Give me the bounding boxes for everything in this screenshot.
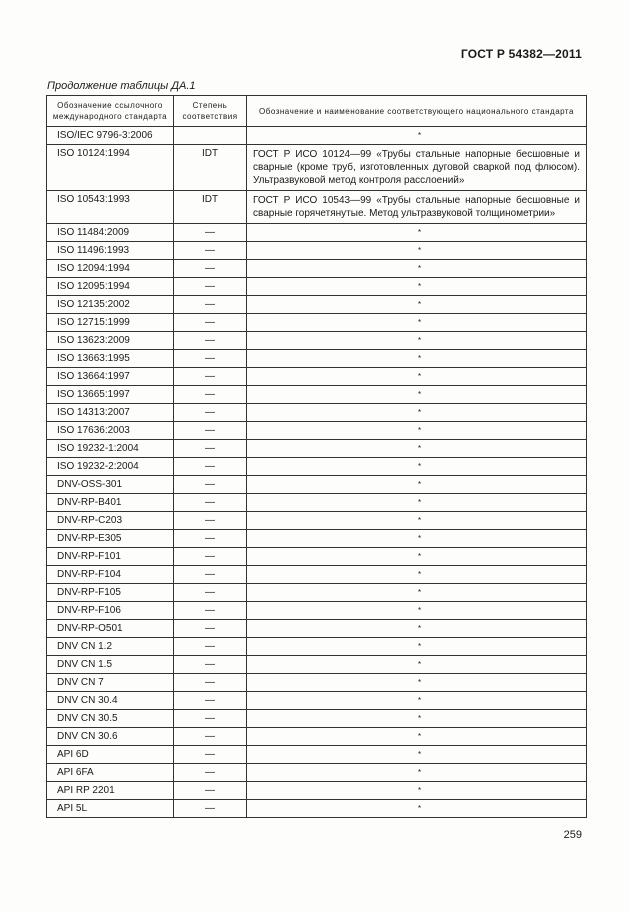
table-row xyxy=(47,530,587,548)
table-row xyxy=(47,440,587,458)
cell-national-standard xyxy=(247,638,587,656)
cell-national-standard xyxy=(247,692,587,710)
table-row xyxy=(47,191,587,224)
cell-international-standard: DNV-RP-C203 xyxy=(47,512,174,530)
cell-national-standard xyxy=(247,224,587,242)
table-row xyxy=(47,548,587,566)
footnote-asterisk: * xyxy=(417,299,422,309)
table-row xyxy=(47,404,587,422)
cell-international-standard: DNV CN 1.5 xyxy=(47,656,174,674)
footnote-asterisk: * xyxy=(417,263,422,273)
footnote-asterisk: * xyxy=(417,443,422,453)
cell-international-standard: DNV-RP-F106 xyxy=(47,602,174,620)
header-international-standard: Обозначение ссылочного международного стандарта xyxy=(47,96,174,127)
cell-national-standard xyxy=(247,296,587,314)
table-row xyxy=(47,782,587,800)
cell-degree: — xyxy=(174,260,247,278)
footnote-asterisk: * xyxy=(417,371,422,381)
cell-degree: — xyxy=(174,242,247,260)
cell-national-standard: ГОСТ Р ИСО 10124—99 «Трубы стальные напорные бесшовные и сварные (кроме труб, изготовленных дуговой сваркой под флюсом). Ультразвуковой метод контроля расслоений» xyxy=(247,145,587,191)
cell-degree: — xyxy=(174,530,247,548)
footnote-asterisk: * xyxy=(417,335,422,345)
cell-international-standard: ISO 11484:2009 xyxy=(47,224,174,242)
footnote-asterisk: * xyxy=(417,641,422,651)
footnote-asterisk: * xyxy=(417,713,422,723)
cell-national-standard xyxy=(247,512,587,530)
cell-national-standard xyxy=(247,746,587,764)
cell-national-standard xyxy=(247,440,587,458)
cell-degree: — xyxy=(174,584,247,602)
cell-international-standard: ISO 13664:1997 xyxy=(47,368,174,386)
table-row xyxy=(47,145,587,191)
table-row xyxy=(47,422,587,440)
footnote-asterisk: * xyxy=(417,245,422,255)
cell-international-standard: DNV CN 30.5 xyxy=(47,710,174,728)
cell-degree: — xyxy=(174,332,247,350)
footnote-asterisk: * xyxy=(417,425,422,435)
cell-degree: — xyxy=(174,746,247,764)
cell-national-standard xyxy=(247,530,587,548)
cell-degree: — xyxy=(174,728,247,746)
cell-degree: — xyxy=(174,368,247,386)
cell-degree: IDT xyxy=(174,145,247,191)
cell-national-standard xyxy=(247,782,587,800)
cell-degree: — xyxy=(174,314,247,332)
cell-international-standard: ISO 12094:1994 xyxy=(47,260,174,278)
table-row xyxy=(47,800,587,818)
table-row xyxy=(47,746,587,764)
footnote-asterisk: * xyxy=(417,767,422,777)
footnote-asterisk: * xyxy=(417,461,422,471)
cell-national-standard xyxy=(247,710,587,728)
cell-international-standard: API 5L xyxy=(47,800,174,818)
table-header-row xyxy=(47,96,587,127)
cell-degree: — xyxy=(174,386,247,404)
cell-national-standard: ГОСТ Р ИСО 10543—99 «Трубы стальные напорные бесшовные и сварные горячетянутые. Метод ультразвуковой толщинометрии» xyxy=(247,191,587,224)
cell-international-standard: ISO 10543:1993 xyxy=(47,191,174,224)
cell-degree: — xyxy=(174,296,247,314)
cell-international-standard: ISO 14313:2007 xyxy=(47,404,174,422)
table-row xyxy=(47,602,587,620)
cell-national-standard xyxy=(247,656,587,674)
cell-degree: — xyxy=(174,782,247,800)
table-row xyxy=(47,656,587,674)
cell-national-standard xyxy=(247,458,587,476)
cell-national-standard xyxy=(247,386,587,404)
cell-degree: — xyxy=(174,602,247,620)
cell-degree: — xyxy=(174,404,247,422)
cell-national-standard xyxy=(247,494,587,512)
footnote-asterisk: * xyxy=(417,677,422,687)
cell-degree: — xyxy=(174,566,247,584)
table-row xyxy=(47,638,587,656)
cell-degree: — xyxy=(174,422,247,440)
cell-international-standard: ISO/IEC 9796-3:2006 xyxy=(47,127,174,145)
cell-national-standard xyxy=(247,368,587,386)
page-number: 259 xyxy=(563,829,582,841)
table-row xyxy=(47,512,587,530)
cell-international-standard: ISO 19232-1:2004 xyxy=(47,440,174,458)
cell-degree: — xyxy=(174,224,247,242)
cell-degree: — xyxy=(174,512,247,530)
table-row xyxy=(47,566,587,584)
table-row xyxy=(47,127,587,145)
footnote-asterisk: * xyxy=(417,749,422,759)
footnote-asterisk: * xyxy=(417,353,422,363)
cell-national-standard xyxy=(247,548,587,566)
cell-degree: — xyxy=(174,494,247,512)
cell-international-standard: ISO 13665:1997 xyxy=(47,386,174,404)
cell-national-standard xyxy=(247,764,587,782)
cell-international-standard: ISO 19232-2:2004 xyxy=(47,458,174,476)
footnote-asterisk: * xyxy=(417,659,422,669)
cell-international-standard: ISO 13663:1995 xyxy=(47,350,174,368)
table-row xyxy=(47,584,587,602)
cell-international-standard: DNV-OSS-301 xyxy=(47,476,174,494)
cell-international-standard: DNV-RP-O501 xyxy=(47,620,174,638)
cell-international-standard: ISO 11496:1993 xyxy=(47,242,174,260)
cell-national-standard xyxy=(247,674,587,692)
footnote-asterisk: * xyxy=(417,227,422,237)
footnote-asterisk: * xyxy=(417,389,422,399)
footnote-asterisk: * xyxy=(417,515,422,525)
footnote-asterisk: * xyxy=(417,623,422,633)
cell-national-standard xyxy=(247,422,587,440)
cell-national-standard xyxy=(247,332,587,350)
cell-degree: — xyxy=(174,278,247,296)
cell-national-standard xyxy=(247,620,587,638)
cell-national-standard xyxy=(247,476,587,494)
table-row xyxy=(47,332,587,350)
cell-national-standard xyxy=(247,260,587,278)
footnote-asterisk: * xyxy=(417,317,422,327)
table-row xyxy=(47,368,587,386)
cell-international-standard: ISO 13623:2009 xyxy=(47,332,174,350)
footnote-asterisk: * xyxy=(417,479,422,489)
footnote-asterisk: * xyxy=(417,497,422,507)
cell-international-standard: DNV CN 1.2 xyxy=(47,638,174,656)
cell-degree: — xyxy=(174,800,247,818)
footnote-asterisk: * xyxy=(417,551,422,561)
cell-national-standard xyxy=(247,350,587,368)
cell-international-standard: ISO 17636:2003 xyxy=(47,422,174,440)
footnote-asterisk: * xyxy=(417,569,422,579)
cell-national-standard xyxy=(247,314,587,332)
footnote-asterisk: * xyxy=(417,695,422,705)
cell-national-standard xyxy=(247,728,587,746)
correspondence-table xyxy=(46,95,587,818)
cell-degree: — xyxy=(174,656,247,674)
cell-degree: — xyxy=(174,638,247,656)
table-row xyxy=(47,494,587,512)
table-row xyxy=(47,692,587,710)
header-degree-of-correspondence: Степень соответствия xyxy=(174,96,247,127)
cell-degree: — xyxy=(174,458,247,476)
cell-degree: — xyxy=(174,548,247,566)
header-national-standard: Обозначение и наименование соответствующего национального стандарта xyxy=(247,96,587,127)
cell-degree: — xyxy=(174,764,247,782)
footnote-asterisk: * xyxy=(417,605,422,615)
table-row xyxy=(47,224,587,242)
cell-international-standard: DNV CN 30.6 xyxy=(47,728,174,746)
cell-national-standard xyxy=(247,242,587,260)
cell-national-standard xyxy=(247,584,587,602)
cell-degree: — xyxy=(174,440,247,458)
table-caption: Продолжение таблицы ДА.1 xyxy=(47,80,196,92)
footnote-asterisk: * xyxy=(417,785,422,795)
cell-degree: — xyxy=(174,710,247,728)
cell-international-standard: DNV-RP-E305 xyxy=(47,530,174,548)
cell-international-standard: API 6FA xyxy=(47,764,174,782)
table-row xyxy=(47,620,587,638)
cell-international-standard: ISO 12135:2002 xyxy=(47,296,174,314)
footnote-asterisk: * xyxy=(417,533,422,543)
cell-international-standard: ISO 10124:1994 xyxy=(47,145,174,191)
footnote-asterisk: * xyxy=(417,130,422,140)
cell-degree: — xyxy=(174,620,247,638)
footnote-asterisk: * xyxy=(417,803,422,813)
table-row xyxy=(47,260,587,278)
cell-international-standard: ISO 12715:1999 xyxy=(47,314,174,332)
footnote-asterisk: * xyxy=(417,281,422,291)
footnote-asterisk: * xyxy=(417,587,422,597)
cell-international-standard: DNV-RP-F105 xyxy=(47,584,174,602)
table-row xyxy=(47,728,587,746)
table-row xyxy=(47,710,587,728)
cell-international-standard: API RP 2201 xyxy=(47,782,174,800)
table-row xyxy=(47,350,587,368)
table-row xyxy=(47,278,587,296)
cell-national-standard xyxy=(247,278,587,296)
footnote-asterisk: * xyxy=(417,731,422,741)
cell-international-standard: DNV-RP-F104 xyxy=(47,566,174,584)
cell-national-standard xyxy=(247,127,587,145)
cell-national-standard xyxy=(247,602,587,620)
table-row xyxy=(47,674,587,692)
cell-international-standard: DNV CN 30.4 xyxy=(47,692,174,710)
footnote-asterisk: * xyxy=(417,407,422,417)
table-row xyxy=(47,242,587,260)
table-row xyxy=(47,476,587,494)
cell-international-standard: DNV-RP-F101 xyxy=(47,548,174,566)
cell-degree: — xyxy=(174,476,247,494)
cell-international-standard: ISO 12095:1994 xyxy=(47,278,174,296)
cell-degree: — xyxy=(174,350,247,368)
table-row xyxy=(47,386,587,404)
cell-international-standard: DNV-RP-B401 xyxy=(47,494,174,512)
cell-degree: — xyxy=(174,692,247,710)
table-row xyxy=(47,314,587,332)
cell-international-standard: DNV CN 7 xyxy=(47,674,174,692)
cell-national-standard xyxy=(247,800,587,818)
cell-degree: IDT xyxy=(174,191,247,224)
table-row xyxy=(47,458,587,476)
table-row xyxy=(47,764,587,782)
cell-national-standard xyxy=(247,566,587,584)
cell-international-standard: API 6D xyxy=(47,746,174,764)
cell-national-standard xyxy=(247,404,587,422)
document-id: ГОСТ Р 54382—2011 xyxy=(460,47,582,61)
cell-degree: — xyxy=(174,674,247,692)
table-row xyxy=(47,296,587,314)
cell-degree xyxy=(174,127,247,145)
